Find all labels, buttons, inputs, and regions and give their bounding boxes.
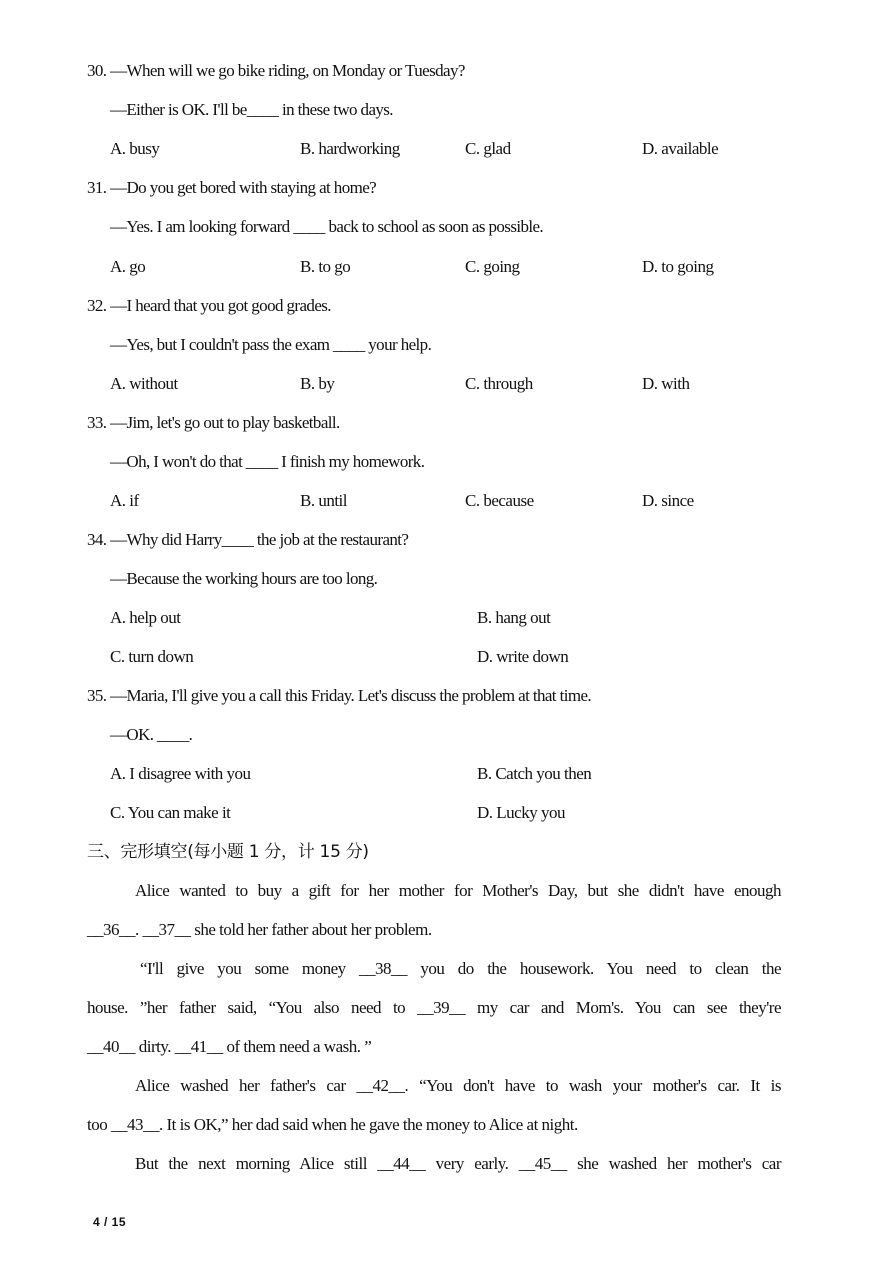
question-33-option-b: B. until [300, 491, 348, 510]
question-30-option-a: A. busy [110, 139, 160, 158]
question-31-option-a: A. go [110, 257, 146, 276]
section-heading-cloze: 三、完形填空(每小题 1 分，计 15 分) [87, 842, 369, 862]
passage-line-2: __36__. __37__ she told her father about her problem. [87, 920, 432, 939]
question-32-reply: —Yes, but I couldn't pass the exam ____ your help. [110, 335, 432, 354]
question-33-option-a: A. if [110, 491, 139, 510]
question-32-option-c: C. through [465, 374, 533, 393]
question-35-option-d: D. Lucky you [477, 803, 565, 822]
passage-line-7: too __43__. It is OK,” her dad said when he gave the money to Alice at night. [87, 1115, 578, 1134]
question-34-option-a: A. help out [110, 608, 181, 627]
passage-line-5: __40__ dirty. __41__ of them need a wash. ” [87, 1037, 372, 1056]
question-30-option-c: C. glad [465, 139, 511, 158]
question-35-stem: 35. —Maria, I'll give you a call this Friday. Let's discuss the problem at that time. [87, 686, 592, 705]
page-number: 4 / 15 [93, 1215, 127, 1229]
question-33-option-c: C. because [465, 491, 534, 510]
passage-line-6: Alice washed her father's car __42__. “You don't have to wash your mother's car. It is [135, 1076, 781, 1095]
question-32-stem: 32. —I heard that you got good grades. [87, 296, 331, 315]
question-34-stem: 34. —Why did Harry____ the job at the restaurant? [87, 530, 409, 549]
passage-line-4: house. ”her father said, “You also need to __39__ my car and Mom's. You can see they're [87, 998, 781, 1017]
question-32-option-b: B. by [300, 374, 335, 393]
question-33-stem: 33. —Jim, let's go out to play basketball. [87, 413, 340, 432]
question-32-option-a: A. without [110, 374, 178, 393]
question-31-option-c: C. going [465, 257, 520, 276]
question-31-stem: 31. —Do you get bored with staying at home? [87, 178, 377, 197]
question-34-option-b: B. hang out [477, 608, 551, 627]
question-30-stem: 30. —When will we go bike riding, on Monday or Tuesday? [87, 61, 465, 80]
question-32-option-d: D. with [642, 374, 690, 393]
question-34-reply: —Because the working hours are too long. [110, 569, 378, 588]
question-31-reply: —Yes. I am looking forward ____ back to school as soon as possible. [110, 217, 544, 236]
question-35-option-b: B. Catch you then [477, 764, 592, 783]
question-35-option-c: C. You can make it [110, 803, 231, 822]
question-34-option-c: C. turn down [110, 647, 194, 666]
passage-line-1: Alice wanted to buy a gift for her mother for Mother's Day, but she didn't have enough [135, 881, 781, 900]
question-31-option-b: B. to go [300, 257, 351, 276]
question-33-reply: —Oh, I won't do that ____ I finish my homework. [110, 452, 425, 471]
question-35-reply: —OK. ____. [110, 725, 193, 744]
question-30-reply: —Either is OK. I'll be____ in these two days. [110, 100, 393, 119]
passage-line-3: “I'll give you some money __38__ you do the housework. You need to clean the [140, 959, 781, 978]
question-35-option-a: A. I disagree with you [110, 764, 251, 783]
question-30-option-d: D. available [642, 139, 719, 158]
question-34-option-d: D. write down [477, 647, 569, 666]
question-30-option-b: B. hardworking [300, 139, 400, 158]
passage-line-8: But the next morning Alice still __44__ very early. __45__ she washed her mother's car [135, 1154, 781, 1173]
question-33-option-d: D. since [642, 491, 694, 510]
question-31-option-d: D. to going [642, 257, 714, 276]
